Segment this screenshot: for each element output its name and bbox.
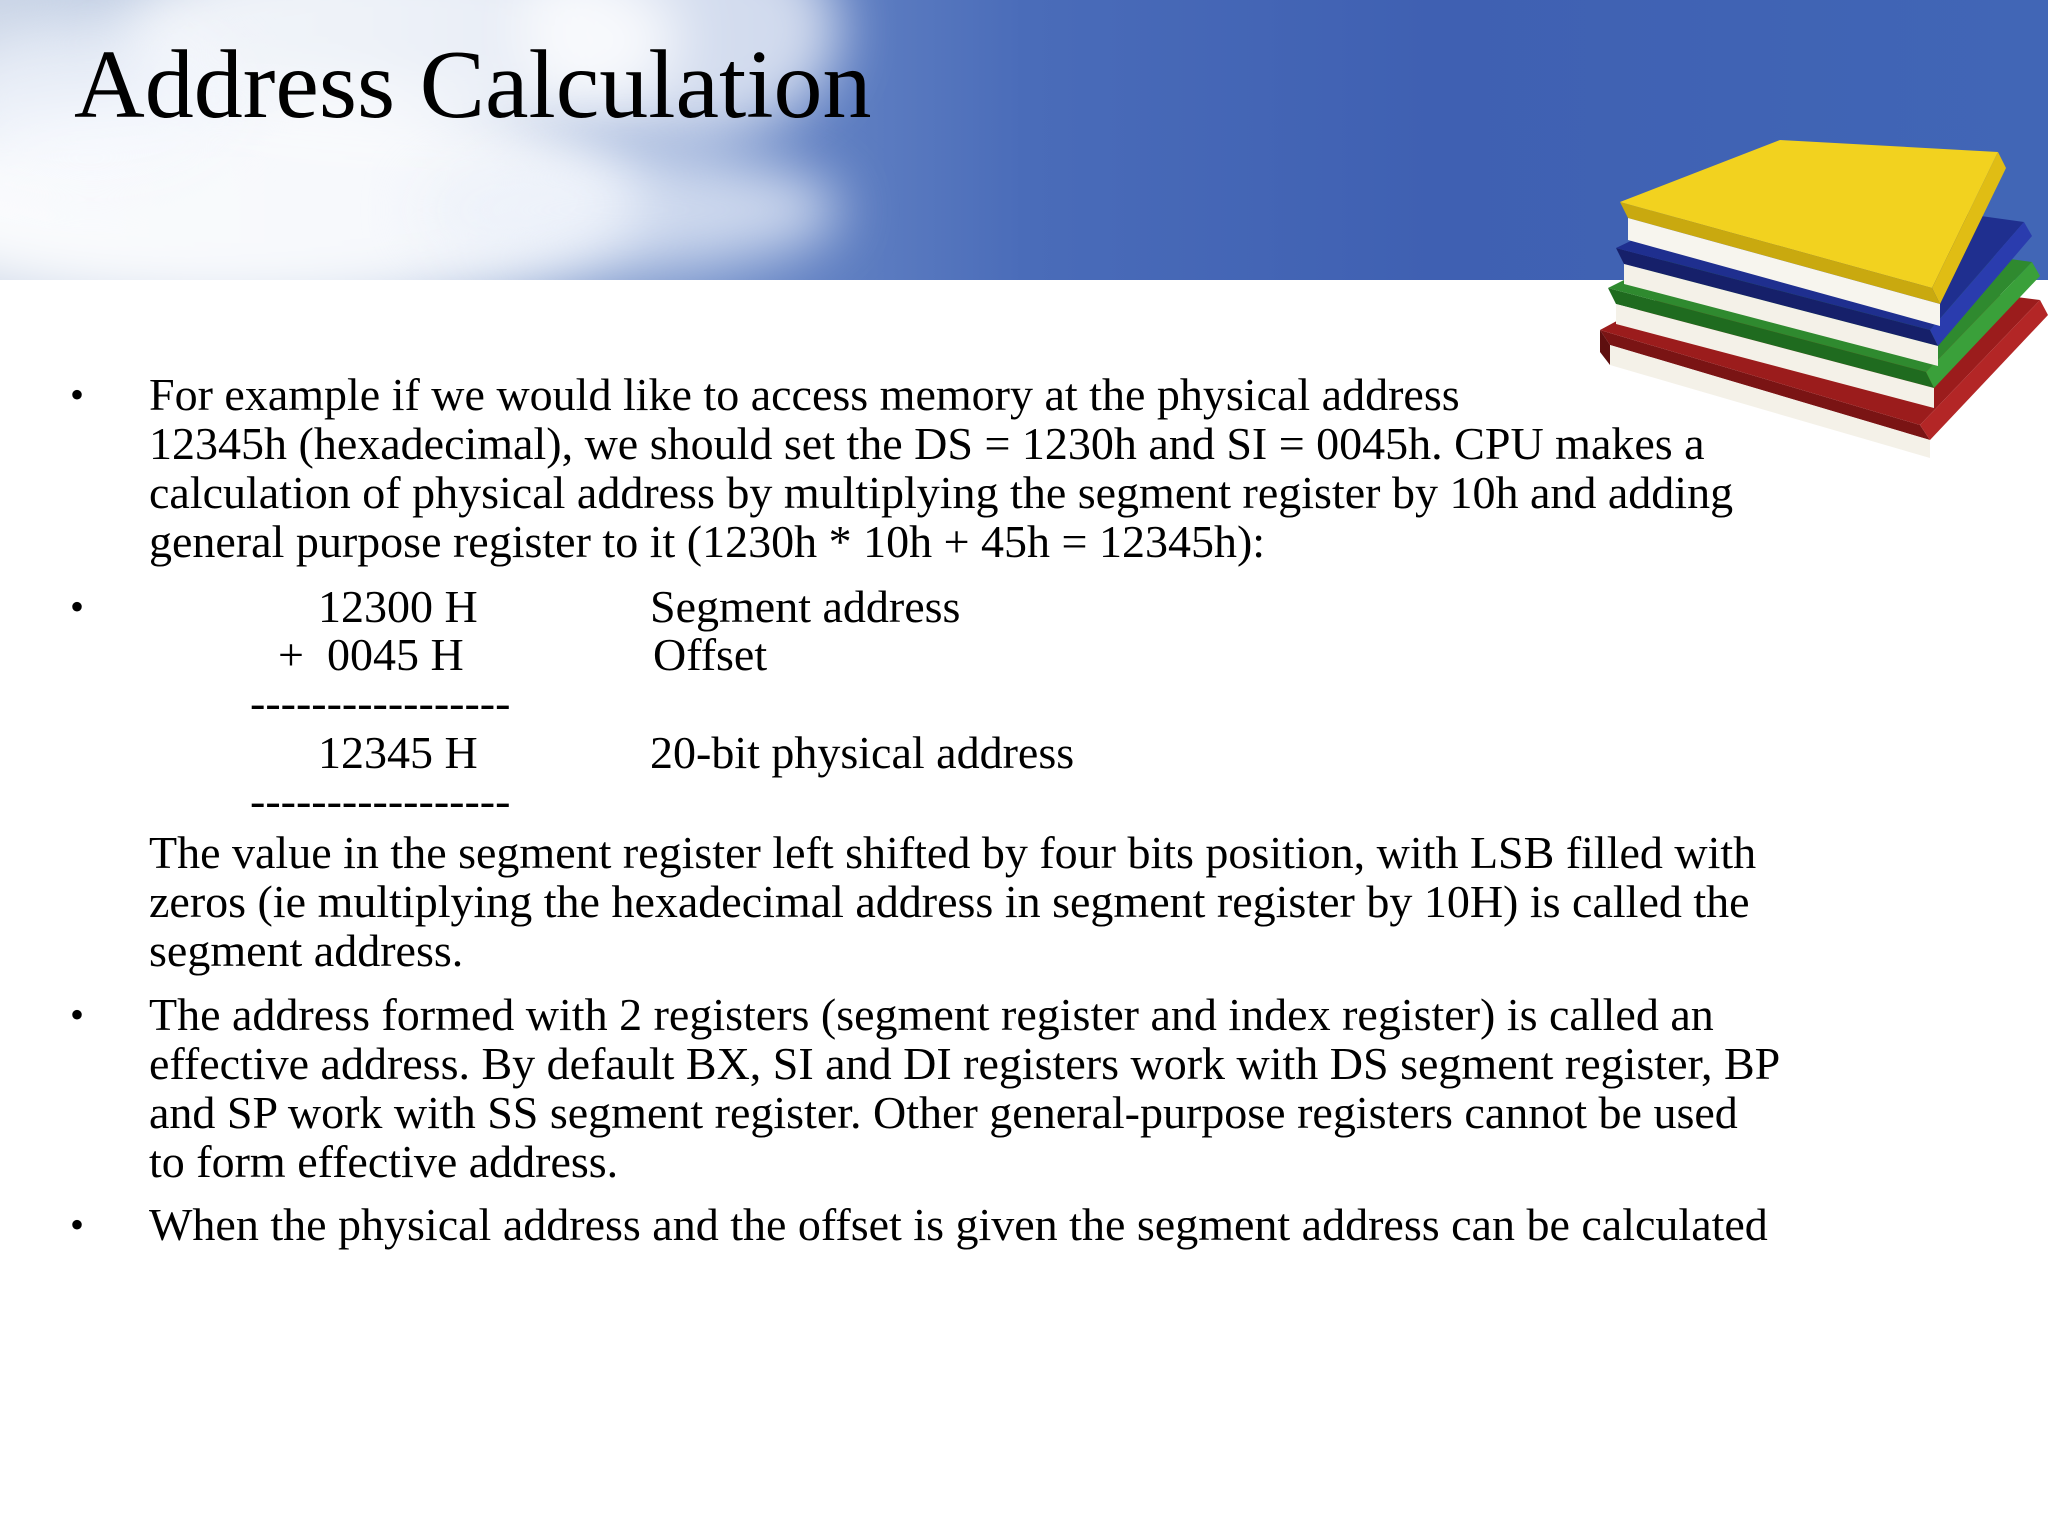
text-line: The address formed with 2 registers (segment register and index register) is called an bbox=[149, 989, 1714, 1040]
paragraph-segment-calculation bbox=[149, 1200, 2019, 1249]
calc-separator: ----------------- bbox=[250, 775, 511, 826]
slide-title: Address Calculation bbox=[74, 31, 872, 139]
paragraph-segment-address-definition bbox=[149, 828, 2019, 975]
calc-segment-value: 12300 H bbox=[318, 581, 478, 632]
text-line: general purpose register to it (1230h * 10h + 45h = 12345h): bbox=[149, 516, 1266, 567]
calc-separator: ----------------- bbox=[250, 677, 511, 728]
calc-result-label: 20-bit physical address bbox=[650, 727, 1075, 778]
text-line: zeros (ie multiplying the hexadecimal address in segment register by 10H) is called the bbox=[149, 876, 1750, 927]
text-line: to form effective address. bbox=[149, 1136, 619, 1187]
bullet-marker: • bbox=[70, 992, 85, 1037]
calc-offset-value: + 0045 H bbox=[278, 629, 464, 680]
calc-result-value: 12345 H bbox=[318, 727, 478, 778]
text-line: and SP work with SS segment register. Other general-purpose registers cannot be used bbox=[149, 1087, 1738, 1138]
calc-offset-label: Offset bbox=[653, 629, 768, 680]
text-line: calculation of physical address by multiplying the segment register by 10h and adding bbox=[149, 467, 1734, 518]
cloud-decoration bbox=[420, 150, 840, 270]
paragraph-effective-address bbox=[149, 990, 2019, 1186]
text-line: 12345h (hexadecimal), we should set the DS = 1230h and SI = 0045h. CPU makes a bbox=[149, 418, 1705, 469]
calc-segment-label: Segment address bbox=[650, 581, 961, 632]
bullet-marker: • bbox=[70, 584, 85, 629]
text-line: For example if we would like to access memory at the physical address bbox=[149, 369, 1460, 420]
text-line: When the physical address and the offset is given the segment address can be calculated bbox=[149, 1199, 1768, 1250]
bullet-marker: • bbox=[70, 1202, 85, 1247]
paragraph-physical-address-example bbox=[149, 370, 2019, 566]
text-line: effective address. By default BX, SI and DI registers work with DS segment register, BP bbox=[149, 1038, 1781, 1089]
text-line: The value in the segment register left shifted by four bits position, with LSB filled with bbox=[149, 827, 1757, 878]
text-line: segment address. bbox=[149, 925, 464, 976]
bullet-marker: • bbox=[70, 372, 85, 417]
